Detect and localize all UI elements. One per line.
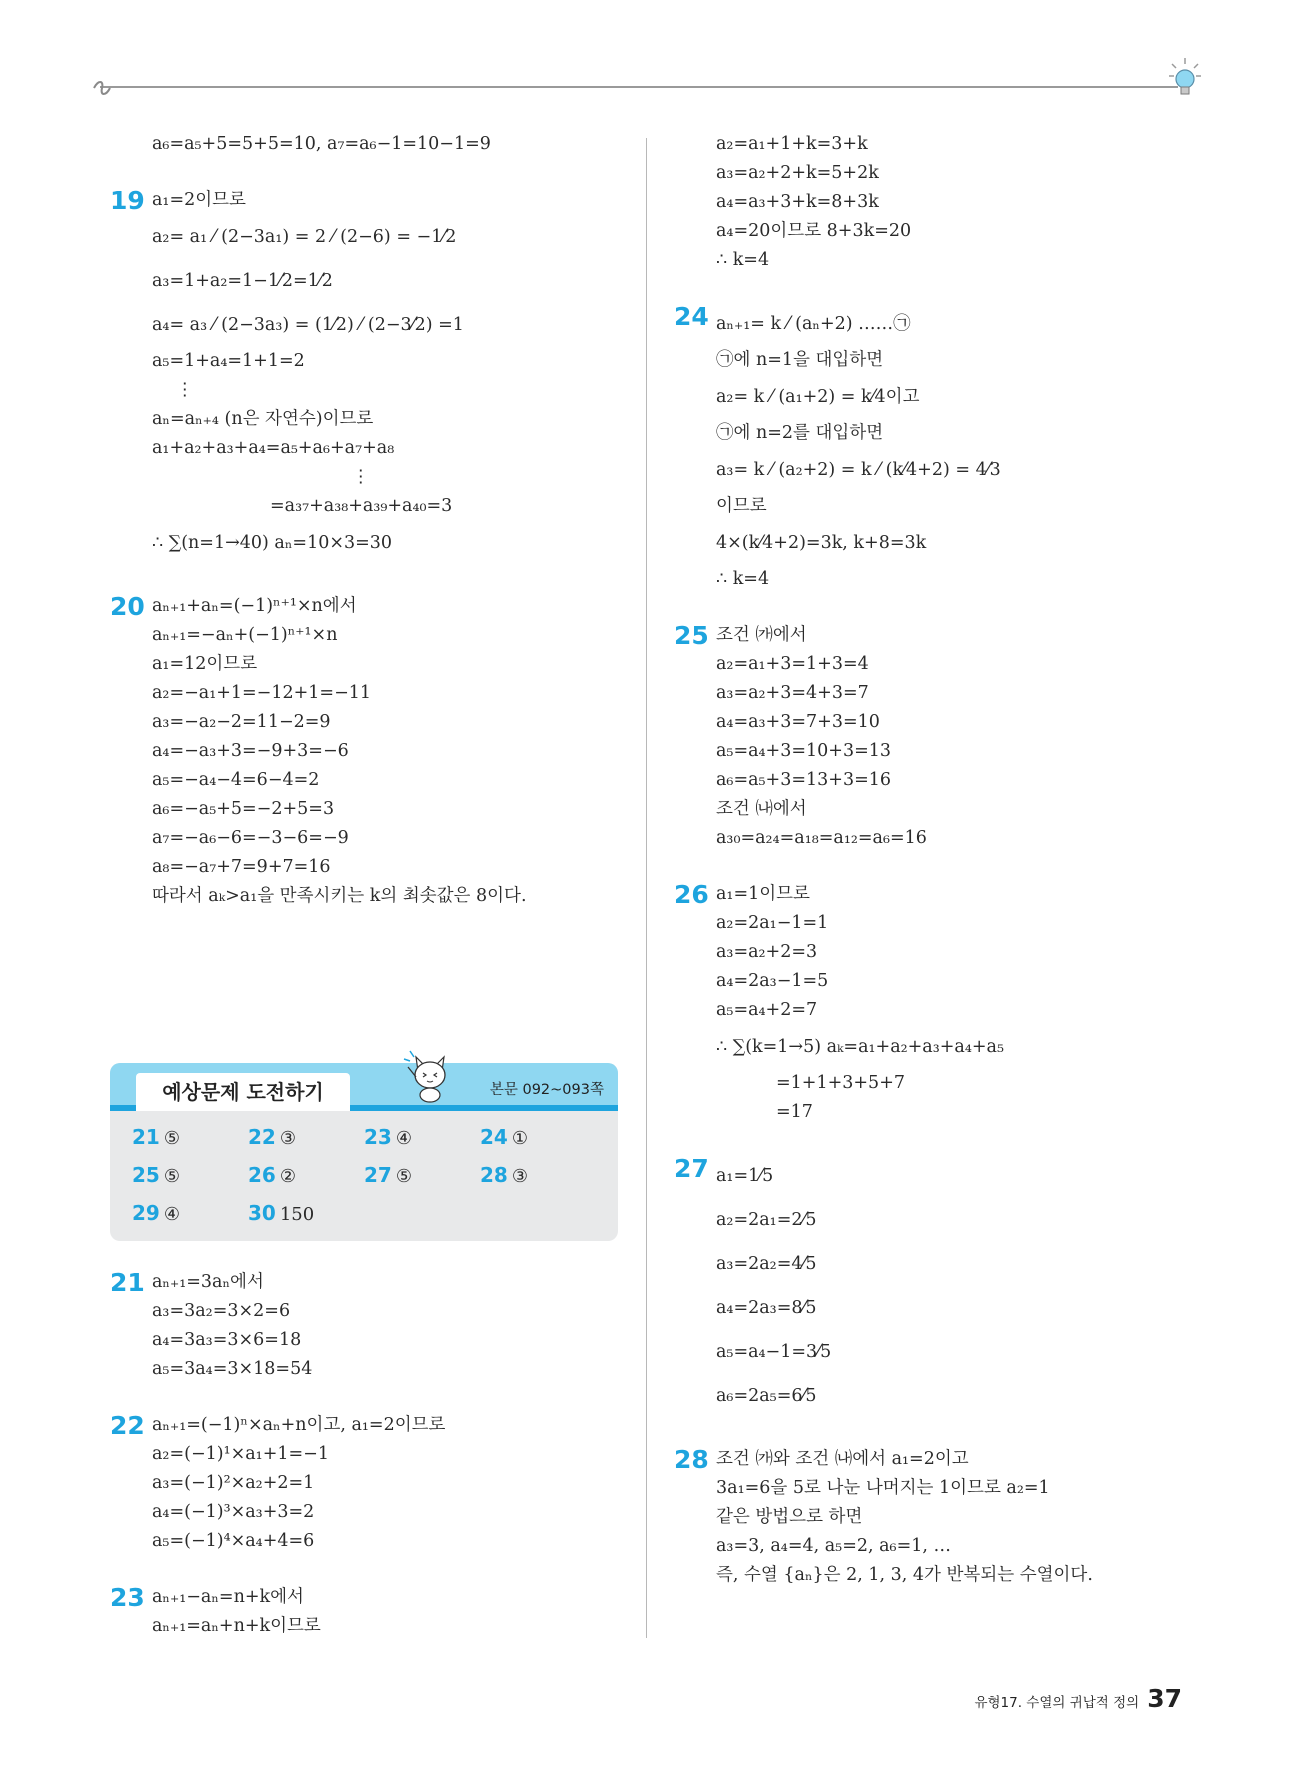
solution-line: a₅=−a₄−4=6−4=2 (152, 770, 320, 790)
solution-line: ∴ ∑(n=1→40) aₙ=10×3=30 (152, 533, 393, 553)
problem-number: 20 (110, 592, 145, 621)
cat-mascot-icon (402, 1047, 456, 1103)
answer-item: 24 ① (480, 1125, 528, 1149)
solution-line: a₄=3a₃=3×6=18 (152, 1330, 302, 1350)
solution-line: a₃=3, a₄=4, a₅=2, a₆=1, … (716, 1536, 951, 1556)
solution-line: a₄=−a₃+3=−9+3=−6 (152, 741, 349, 761)
answer-box-title: 예상문제 도전하기 (136, 1073, 350, 1111)
problem-number: 19 (110, 186, 145, 215)
problem-number: 28 (674, 1445, 709, 1474)
solution-line: a₄=(−1)³×a₃+3=2 (152, 1502, 315, 1522)
solution-line: 조건 ㈎와 조건 ㈏에서 a₁=2이고 (716, 1449, 969, 1469)
solution-line: =1+1+3+5+7 (776, 1073, 905, 1093)
solution-line: a₂= a₁ ⁄ (2−3a₁) = 2 ⁄ (2−6) = −1⁄2 (152, 227, 457, 247)
solution-line: ⋮ (352, 467, 370, 487)
left-column (110, 130, 630, 938)
solution-line: a₃=−a₂−2=11−2=9 (152, 712, 331, 732)
solution-line: a₅=3a₄=3×18=54 (152, 1359, 313, 1379)
solution-line: a₄= a₃ ⁄ (2−3a₃) = (1⁄2) ⁄ (2−3⁄2) =1 (152, 315, 464, 335)
solution-22 (110, 1411, 630, 1556)
solution-line: a₅=1+a₄=1+1=2 (152, 351, 305, 371)
solution-20 (110, 592, 630, 911)
solution-line: aₙ₊₁= k ⁄ (aₙ+2) ……㉠ (716, 314, 911, 334)
solution-21 (110, 1268, 630, 1384)
solution-25 (674, 621, 1234, 853)
chapter-title: 유형17. 수열의 귀납적 정의 (974, 1695, 1140, 1711)
solution-line: a₅=a₄−1=3⁄5 (716, 1342, 832, 1362)
solution-line: a₆=a₅+3=13+3=16 (716, 770, 892, 790)
solution-19 (110, 186, 630, 565)
solution-line: a₂= k ⁄ (a₁+2) = k⁄4이고 (716, 387, 920, 407)
answer-item: 30 150 (248, 1201, 315, 1225)
solution-line: a₃=a₂+2=3 (716, 942, 818, 962)
right-column (674, 130, 1234, 1617)
solution-line: a₇=−a₆−6=−3−6=−9 (152, 828, 349, 848)
problem-number: 22 (110, 1411, 145, 1440)
solution-line: aₙ₊₁−aₙ=n+k에서 (152, 1587, 304, 1607)
solution-line: a₆=a₅+5=5+5=10, a₇=a₆−1=10−1=9 (152, 134, 491, 154)
solution-23 (110, 1583, 630, 1641)
solution-28 (674, 1445, 1234, 1590)
page-number: 37 (1147, 1684, 1182, 1713)
solution-line: a₁+a₂+a₃+a₄=a₅+a₆+a₇+a₈ (152, 438, 395, 458)
ribbon-knot-icon (92, 78, 112, 98)
solution-line: aₙ₊₁+aₙ=(−1)ⁿ⁺¹×n에서 (152, 596, 357, 616)
solution-line: a₃₀=a₂₄=a₁₈=a₁₂=a₆=16 (716, 828, 927, 848)
solution-line: a₆=−a₅+5=−2+5=3 (152, 799, 335, 819)
solution-line: a₃=(−1)²×a₂+2=1 (152, 1473, 315, 1493)
problem-number: 23 (110, 1583, 145, 1612)
solution-line: a₄=20이므로 8+3k=20 (716, 221, 912, 241)
solution-line: a₃= k ⁄ (a₂+2) = k ⁄ (k⁄4+2) = 4⁄3 (716, 460, 1001, 480)
answer-item: 29 ④ (132, 1201, 180, 1225)
answer-summary-box (110, 1063, 618, 1241)
solution-line: a₂=a₁+1+k=3+k (716, 134, 868, 154)
solution-line: a₂=(−1)¹×a₁+1=−1 (152, 1444, 329, 1464)
solution-line: 이므로 (716, 496, 767, 516)
lightbulb-icon (1168, 56, 1202, 102)
solution-line: ㉠에 n=1을 대입하면 (716, 350, 884, 370)
solution-line: a₃=2a₂=4⁄5 (716, 1254, 817, 1274)
solution-line: a₅=a₄+2=7 (716, 1000, 818, 1020)
solution-line: a₂=2a₁=2⁄5 (716, 1210, 817, 1230)
problem-number: 25 (674, 621, 709, 650)
solution-line: 조건 ㈏에서 (716, 799, 807, 819)
solution-27 (674, 1154, 1234, 1418)
solution-line: a₄=2a₃−1=5 (716, 971, 829, 991)
solution-line: =17 (776, 1102, 813, 1122)
solution-line: a₁=1⁄5 (716, 1166, 774, 1186)
solution-18-tail (110, 130, 630, 159)
answer-item: 25 ⑤ (132, 1163, 180, 1187)
solution-line: a₁=12이므로 (152, 654, 258, 674)
left-column-bottom (110, 1268, 630, 1668)
solution-line: a₅=a₄+3=10+3=13 (716, 741, 892, 761)
problem-number: 21 (110, 1268, 145, 1297)
solution-line: aₙ₊₁=(−1)ⁿ×aₙ+n이고, a₁=2이므로 (152, 1415, 446, 1435)
page-footer (974, 1684, 1182, 1713)
answer-item: 22 ③ (248, 1125, 296, 1149)
solution-line: a₂=2a₁−1=1 (716, 913, 829, 933)
answer-item: 27 ⑤ (364, 1163, 412, 1187)
problem-number: 26 (674, 880, 709, 909)
solution-line: a₄=a₃+3+k=8+3k (716, 192, 879, 212)
solution-line: aₙ₊₁=aₙ+n+k이므로 (152, 1616, 321, 1636)
solution-line: a₆=2a₅=6⁄5 (716, 1386, 817, 1406)
solution-23-tail (674, 130, 1234, 275)
solution-line: a₁=2이므로 (152, 190, 246, 210)
solution-line: 3a₁=6을 5로 나눈 나머지는 1이므로 a₂=1 (716, 1478, 1050, 1498)
solution-line: a₂=a₁+3=1+3=4 (716, 654, 869, 674)
problem-number: 27 (674, 1154, 709, 1183)
solution-line: a₈=−a₇+7=9+7=16 (152, 857, 331, 877)
column-divider (646, 138, 647, 1638)
solution-line: a₃=a₂+2+k=5+2k (716, 163, 879, 183)
solution-line: a₁=1이므로 (716, 884, 810, 904)
answer-item: 28 ③ (480, 1163, 528, 1187)
solution-24 (674, 302, 1234, 594)
solution-26 (674, 880, 1234, 1127)
answer-box-page-ref: 본문 092~093쪽 (489, 1082, 604, 1098)
solution-line: ㉠에 n=2를 대입하면 (716, 423, 884, 443)
solution-line: 같은 방법으로 하면 (716, 1507, 863, 1527)
answer-item: 21 ⑤ (132, 1125, 180, 1149)
solution-line: aₙ₊₁=−aₙ+(−1)ⁿ⁺¹×n (152, 625, 338, 645)
solution-line: aₙ=aₙ₊₄ (n은 자연수)이므로 (152, 409, 374, 429)
solution-line: ⋮ (176, 380, 194, 400)
top-rule (100, 86, 1178, 88)
solution-line: 따라서 aₖ>a₁을 만족시키는 k의 최솟값은 8이다. (152, 886, 527, 906)
problem-number: 24 (674, 302, 709, 331)
solution-line: a₄=a₃+3=7+3=10 (716, 712, 880, 732)
solution-line: ∴ ∑(k=1→5) aₖ=a₁+a₂+a₃+a₄+a₅ (716, 1037, 1004, 1057)
solution-line: ∴ k=4 (716, 250, 770, 270)
solution-line: 즉, 수열 {aₙ}은 2, 1, 3, 4가 반복되는 수열이다. (716, 1565, 1093, 1585)
solution-line: a₅=(−1)⁴×a₄+4=6 (152, 1531, 315, 1551)
solution-line: 조건 ㈎에서 (716, 625, 807, 645)
solution-line: a₃=a₂+3=4+3=7 (716, 683, 869, 703)
solution-line: a₂=−a₁+1=−12+1=−11 (152, 683, 372, 703)
solution-line: ∴ k=4 (716, 569, 770, 589)
solution-line: a₃=1+a₂=1−1⁄2=1⁄2 (152, 271, 333, 291)
solution-line: =a₃₇+a₃₈+a₃₉+a₄₀=3 (270, 496, 453, 516)
solution-line: aₙ₊₁=3aₙ에서 (152, 1272, 264, 1292)
answer-item: 23 ④ (364, 1125, 412, 1149)
answer-item: 26 ② (248, 1163, 296, 1187)
solution-line: 4×(k⁄4+2)=3k, k+8=3k (716, 533, 927, 553)
solution-line: a₃=3a₂=3×2=6 (152, 1301, 291, 1321)
solution-line: a₄=2a₃=8⁄5 (716, 1298, 817, 1318)
